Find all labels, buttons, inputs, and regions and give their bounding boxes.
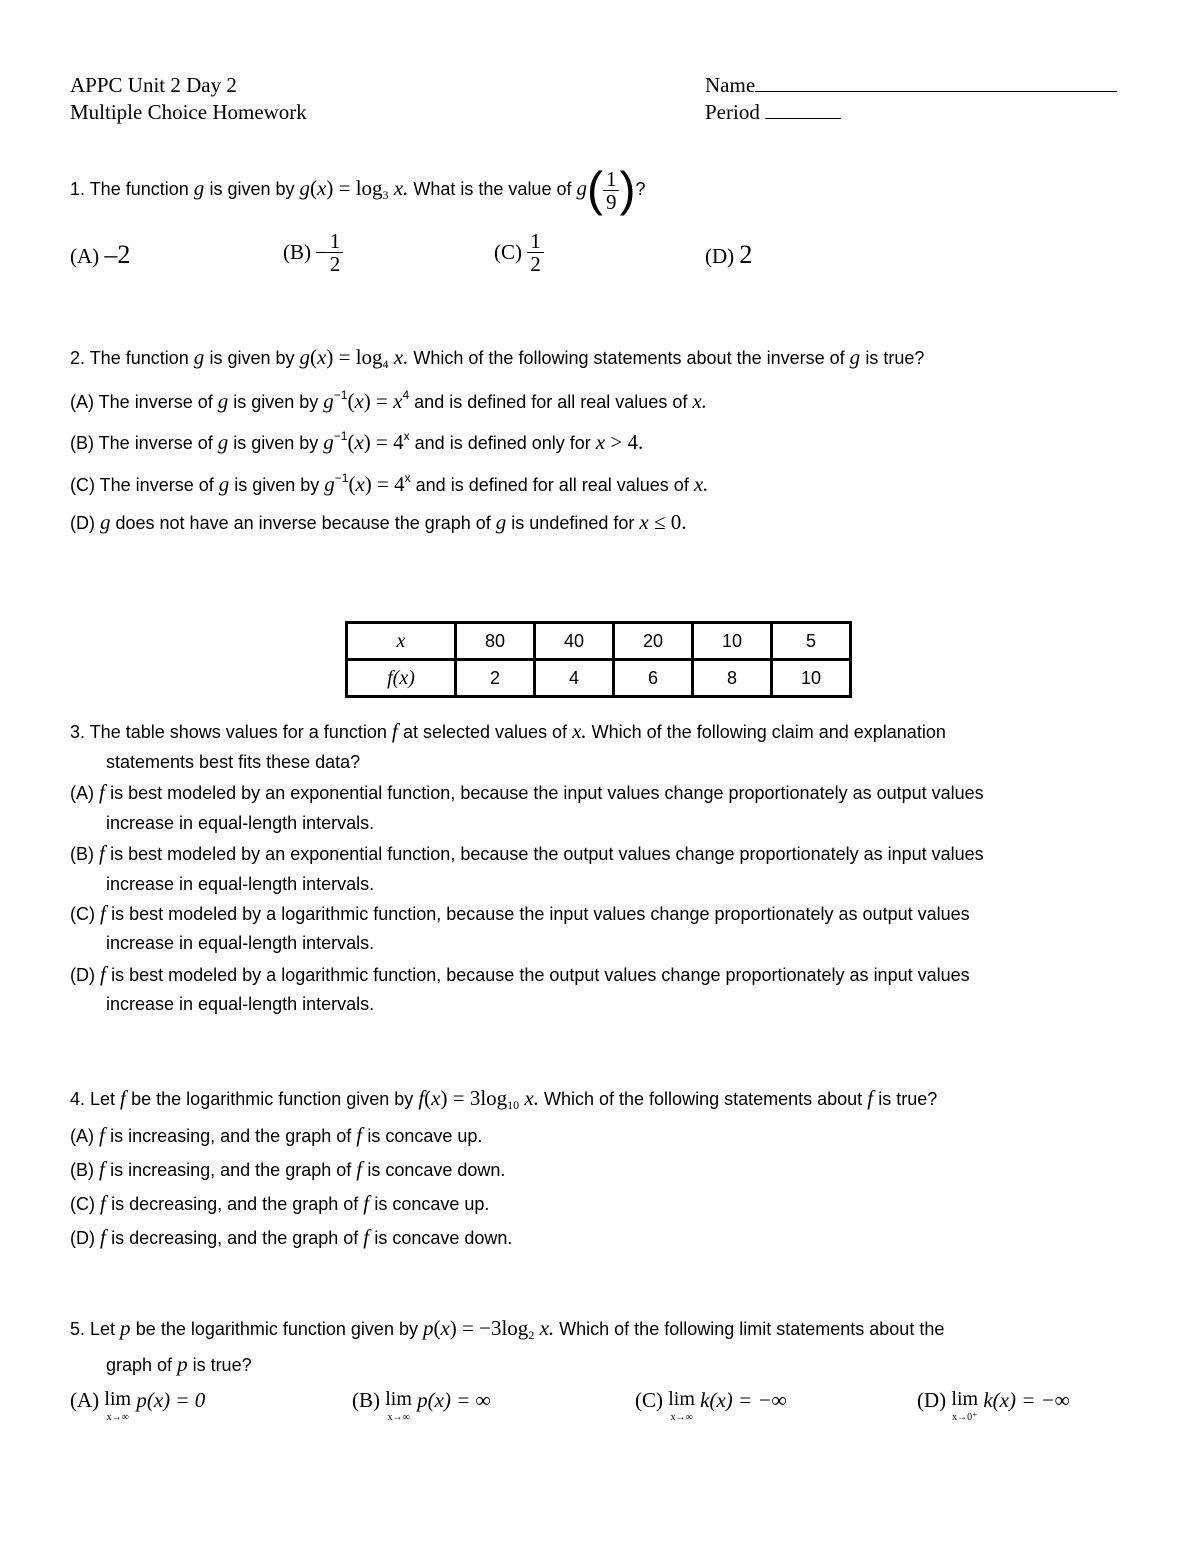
name-line[interactable] [705, 73, 1117, 98]
name-label: Name [705, 73, 756, 97]
q4-choice-b[interactable]: (B) f is increasing, and the graph of f is concave down. [70, 1157, 506, 1181]
name-blank[interactable] [755, 73, 1117, 92]
q2-choice-a[interactable]: (A) The inverse of g is given by $g^{-1}(x) = x^4$ and is defined for all real values of x. [70, 388, 707, 413]
q3-choice-b[interactable]: (B) f is best modeled by an exponential function, because the output values change proportionately as input values [70, 841, 984, 865]
q3-choice-d-cont: increase in equal-length intervals. [106, 994, 375, 1014]
question-4: 4. Let f be the logarithmic function given by $f(x) = 3\log_{10}$ x. Which of the following statements about f is true? [70, 1086, 938, 1112]
q5-choice-b[interactable]: (B) lim x→∞ p(x) = ∞ [352, 1388, 491, 1423]
table-header-fx: f(x) [347, 660, 456, 697]
q4-choice-a[interactable]: (A) f is increasing, and the graph of f is concave up. [70, 1123, 483, 1147]
q3-choice-d[interactable]: (D) f is best modeled by a logarithmic function, because the output values change proportionately as input values [70, 962, 970, 986]
table-cell: 2 [456, 660, 535, 697]
q3-choice-a[interactable]: (A) f is best modeled by an exponential function, because the input values change proportionately as output values [70, 780, 984, 804]
period-blank[interactable] [765, 100, 841, 119]
question-3: 3. The table shows values for a function f at selected values of x. Which of the following claim and explanation [70, 719, 946, 743]
values-table [345, 621, 852, 698]
q2-choice-c[interactable]: (C) The inverse of g is given by $g^{-1}(x) = 4^x$ and is defined for all real values of x. [70, 471, 709, 496]
q3-choice-c[interactable]: (C) f is best modeled by a logarithmic function, because the input values change proportionately as output values [70, 901, 970, 925]
q5-choice-d[interactable]: (D) lim x→0⁺ k(x) = −∞ [917, 1388, 1070, 1423]
question-5-line-2: graph of p is true? [106, 1352, 252, 1376]
q5-choice-c[interactable]: (C) lim x→∞ k(x) = −∞ [635, 1388, 787, 1423]
q4-choice-d[interactable]: (D) f is decreasing, and the graph of f is concave down. [70, 1225, 513, 1249]
homework-subtitle: Multiple Choice Homework [70, 100, 307, 124]
table-cell: 10 [693, 623, 772, 660]
table-cell: 20 [614, 623, 693, 660]
course-title: APPC Unit 2 Day 2 [70, 73, 237, 97]
table-row-fx [347, 660, 851, 697]
q3-choice-a-cont: increase in equal-length intervals. [106, 813, 375, 833]
q2-choice-d[interactable]: (D) g does not have an inverse because the graph of g is undefined for x ≤ 0. [70, 510, 687, 534]
question-3-line-2: statements best fits these data? [106, 752, 361, 772]
q1-choice-c[interactable]: (C) $\frac{1}{2}$ [494, 230, 544, 275]
table-cell: 5 [772, 623, 851, 660]
q4-choice-c[interactable]: (C) f is decreasing, and the graph of f is concave up. [70, 1191, 490, 1215]
question-5: 5. Let p be the logarithmic function given by $p(x) = -3\log_2$ x. Which of the following limit statements about the [70, 1316, 945, 1342]
q3-choice-c-cont: increase in equal-length intervals. [106, 933, 375, 953]
table-row-x [347, 623, 851, 660]
table-cell: 4 [535, 660, 614, 697]
table-header-x: x [347, 623, 456, 660]
period-label: Period [705, 100, 760, 124]
question-1: 1. The function g is given by $g(x) = \log_3 x$. What is the value of g( $\frac{1}{9}$ )? [70, 163, 646, 217]
q3-choice-b-cont: increase in equal-length intervals. [106, 874, 375, 894]
period-line[interactable] [705, 100, 841, 125]
q1-choice-d[interactable]: (D) 2 [705, 240, 753, 269]
table-cell: 6 [614, 660, 693, 697]
table-cell: 10 [772, 660, 851, 697]
question-2: 2. The function g is given by $g(x) = \log_4 x$. Which of the following statements about the inverse of g is true? [70, 345, 925, 371]
table-cell: 8 [693, 660, 772, 697]
table-cell: 40 [535, 623, 614, 660]
q1-choice-a[interactable]: (A) –2 [70, 240, 131, 269]
q2-choice-b[interactable]: (B) The inverse of g is given by $g^{-1}(x) = 4^x$ and is defined only for x > 4. [70, 429, 644, 454]
q1-choice-b[interactable]: (B) – $\frac{1}{2}$ [283, 230, 343, 275]
q5-choice-a[interactable]: (A) lim x→∞ p(x) = 0 [70, 1388, 206, 1423]
table-cell: 80 [456, 623, 535, 660]
